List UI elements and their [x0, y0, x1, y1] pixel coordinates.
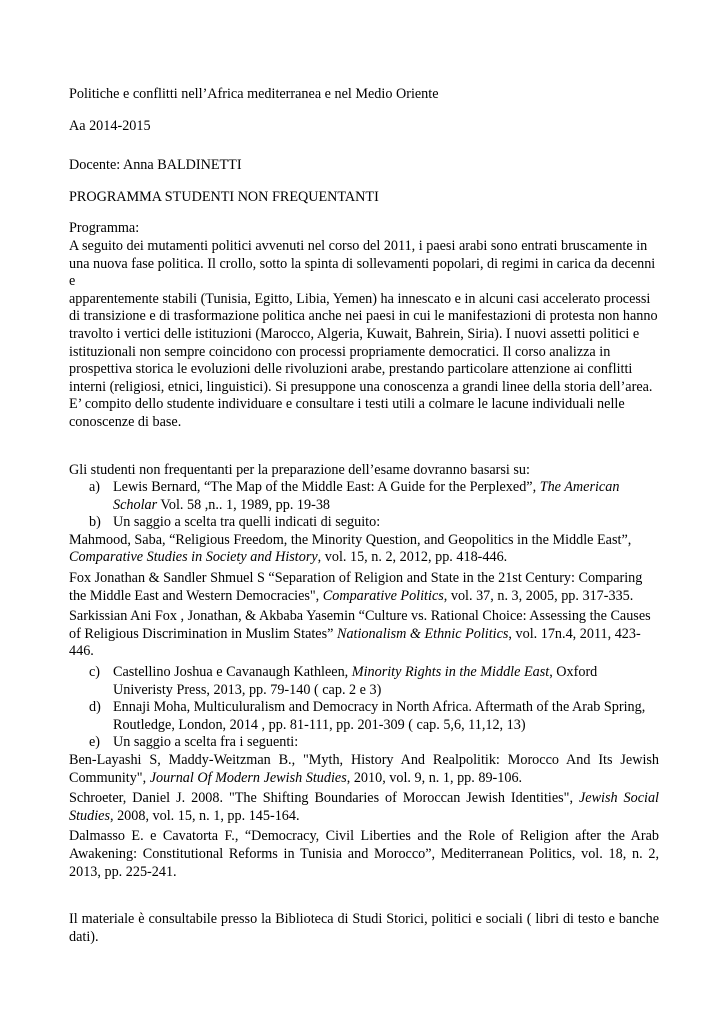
reference-entry: Ben-Layashi S, Maddy-Weitzman B., "Myth, History And Realpolitik: Morocco And Its Jewish Community", Journal Of Modern Jewish Studies, 2010, vol. 9, n. 1, pp. 89-106.	[69, 752, 659, 786]
exam-intro: Gli studenti non frequentanti per la preparazione dell’esame dovranno basarsi su:	[69, 461, 530, 478]
reference-entry: Dalmasso E. e Cavatorta F., “Democracy, Civil Liberties and the Role of Religion after the Arab Awakening: Constitutional Reforms in Tunisia and Morocco”, Mediterranean Politics, vol. 18, n. 2, 2013, pp. 225-241.	[69, 828, 659, 880]
list-marker: a)	[89, 479, 101, 496]
list-marker: e)	[89, 734, 101, 751]
programme-title: PROGRAMMA STUDENTI NON FREQUENTANTI	[69, 188, 379, 205]
programme-text: A seguito dei mutamenti politici avvenuti nel corso del 2011, i paesi arabi sono entrati bruscamente in una nuova fase politica. Il crollo, sotto la spinta di sollevamenti popolari, di regimi in carica da decenni e	[69, 237, 656, 290]
references-e	[69, 752, 659, 881]
list-item-text: Un saggio a scelta fra i seguenti:	[113, 734, 299, 751]
list-marker: b)	[89, 514, 101, 531]
reference-entry: Fox Jonathan & Sandler Shmuel S “Separation of Religion and State in the 21st Century: Comparing the Middle East and Western Democracies", Comparative Politics, vol. 37, n. 3, 2005, pp. 317-335.	[69, 570, 643, 604]
list-item-d	[69, 699, 659, 734]
list-marker: c)	[89, 664, 101, 681]
programme-label: Programma:	[69, 220, 140, 237]
list-item-b	[69, 514, 659, 532]
list-item-c	[69, 664, 659, 699]
list-item-a	[69, 479, 659, 514]
references-b	[69, 532, 659, 661]
list-item-text: Castellino Joshua e Cavanaugh Kathleen, Minority Rights in the Middle East, Oxford Univeristy Press, 2013, pp. 79-140 ( cap. 2 e 3)	[113, 664, 598, 698]
list-marker: d)	[89, 699, 101, 716]
library-note: Il materiale è consultabile presso la Biblioteca di Studi Storici, politici e sociali ( libri di testo e banche dati).	[69, 911, 659, 945]
reference-entry: Mahmood, Saba, “Religious Freedom, the Minority Question, and Geopolitics in the Middle East”, Comparative Studies in Society and History, vol. 15, n. 2, 2012, pp. 418-446.	[69, 531, 632, 566]
teacher-line: Docente: Anna BALDINETTI	[69, 157, 242, 174]
list-item-text: Lewis Bernard, “The Map of the Middle East: A Guide for the Perplexed”, The American Scholar Vol. 58 ,n.. 1, 1989, pp. 19-38	[113, 479, 620, 513]
reference-entry: Sarkissian Ani Fox , Jonathan, & Akbaba Yasemin “Culture vs. Rational Choice: Assessing the Causes of Religious Discrimination in Muslim States” Nationalism & Ethnic Politics, vol. 17n.4, 2011, 423-446.	[69, 608, 651, 660]
document-page	[69, 86, 659, 946]
course-title: Politiche e conflitti nell’Africa mediterranea e nel Medio Oriente	[69, 86, 439, 102]
list-item-text: Ennaji Moha, Multiculuralism and Democracy in North Africa. Aftermath of the Arab Spring, Routledge, London, 2014 , pp. 81-111, pp. 201-309 ( cap. 5,6, 11,12, 13)	[113, 699, 646, 733]
list-item-text: Un saggio a scelta tra quelli indicati di seguito:	[113, 514, 381, 531]
list-item-e	[69, 734, 659, 752]
academic-year: Aa 2014-2015	[69, 117, 151, 134]
reference-entry: Schroeter, Daniel J. 2008. "The Shifting Boundaries of Moroccan Jewish Identities", Jewish Social Studies, 2008, vol. 15, n. 1, pp. 145-164.	[69, 790, 660, 824]
programme-text-continued: apparentemente stabili (Tunisia, Egitto, Libia, Yemen) ha innescato e in alcuni casi accelerato processi di transizione e di trasformazione politica anche nei paesi in cui le manifestazioni di protesta non hanno travolto i vertici delle istituzioni (Marocco, Algeria, Kuwait, Bahrein, Siria). I nuovi assetti politici e istituzionali non sempre coincidono con processi propriamente democratici. Il corso analizza in prospettiva storica le evoluzioni delle rivoluzioni arabe, prestando particolare attenzione ai conflitti interni (religiosi, etnici, linguistici). Si presuppone una conoscenza a grandi linee della storia dell’area. E’ compito dello studente individuare e consultare i testi utili a colmare le lacune individuali nelle conoscenze di base.	[69, 290, 658, 430]
